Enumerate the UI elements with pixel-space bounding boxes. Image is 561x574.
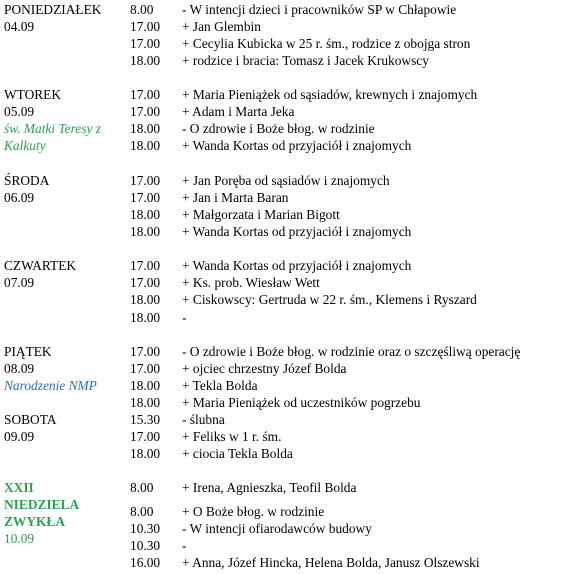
day-date: 05.09 <box>4 104 35 119</box>
feast-name: św. Matki Teresy z Kalkuty <box>4 121 101 153</box>
mass-time: 8.00 <box>130 480 154 495</box>
mass-time: 18.00 <box>130 207 161 222</box>
mass-time: 17.00 <box>130 36 161 51</box>
mass-intention: + Maria Pieniążek od uczestników pogrzebu <box>182 395 421 410</box>
mass-intention: + Wanda Kortas od przyjaciół i znajomych <box>182 258 412 273</box>
mass-time: 17.00 <box>130 344 161 359</box>
mass-time: 18.00 <box>130 378 161 393</box>
day-name: ŚRODA <box>4 173 50 188</box>
mass-intention: + Anna, Józef Hincka, Helena Bolda, Janusz Olszewski <box>182 555 480 570</box>
mass-time: 18.00 <box>130 224 161 239</box>
day-name: NIEDZIELA <box>4 497 80 512</box>
day-date: 06.09 <box>4 190 35 205</box>
mass-time: 18.00 <box>130 446 161 461</box>
day-name: CZWARTEK <box>4 258 77 273</box>
mass-time: 18.00 <box>130 121 161 136</box>
mass-time: 18.00 <box>130 138 161 153</box>
mass-time: 17.00 <box>130 190 161 205</box>
mass-intention: - W intencji ofiarodawców budowy <box>182 521 372 536</box>
mass-intention: + Wanda Kortas od przyjaciół i znajomych <box>182 224 412 239</box>
mass-intention: + Wanda Kortas od przyjaciół i znajomych <box>182 138 412 153</box>
mass-intention: + ciocia Tekla Bolda <box>182 446 293 461</box>
mass-intention: + Irena, Agnieszka, Teofil Bolda <box>182 480 357 495</box>
mass-time: 18.00 <box>130 310 161 325</box>
day-date: 09.09 <box>4 429 35 444</box>
mass-time: 18.00 <box>130 395 161 410</box>
mass-intention: - <box>182 538 187 553</box>
mass-time: 8.00 <box>130 2 154 17</box>
mass-intention: + Ks. prob. Wiesław Wett <box>182 275 320 290</box>
mass-intention: + Ciskowscy: Gertruda w 22 r. śm., Klemens i Ryszard <box>182 292 477 307</box>
mass-time: 18.00 <box>130 53 161 68</box>
mass-time: 17.00 <box>130 275 161 290</box>
day-date: 10.09 <box>4 531 35 546</box>
day-date: 08.09 <box>4 361 35 376</box>
mass-time: 17.00 <box>130 361 161 376</box>
mass-time: 10.30 <box>130 521 161 536</box>
mass-intention: + rodzice i bracia: Tomasz i Jacek Krukowscy <box>182 53 429 68</box>
mass-intention: + Cecylia Kubicka w 25 r. śm., rodzice z obojga stron <box>182 36 471 51</box>
mass-time: 10.30 <box>130 538 161 553</box>
mass-intention: + Jan Glembin <box>182 19 261 34</box>
day-name: SOBOTA <box>4 412 57 427</box>
mass-intention: - O zdrowie i Boże błog. w rodzinie <box>182 121 375 136</box>
mass-intention: + Feliks w 1 r. śm. <box>182 429 282 444</box>
mass-time: 17.00 <box>130 19 161 34</box>
mass-intention: - ślubna <box>182 412 225 427</box>
mass-intention: - O zdrowie i Boże błog. w rodzinie oraz o szczęśliwą operację <box>182 344 521 359</box>
mass-intention: + O Boże błog. w rodzinie <box>182 504 325 519</box>
mass-intention: + Jan Poręba od sąsiadów i znajomych <box>182 173 390 188</box>
day-name: PIĄTEK <box>4 344 52 359</box>
mass-intention: + Maria Pieniążek od sąsiadów, krewnych i znajomych <box>182 87 478 102</box>
mass-time: 15.30 <box>130 412 161 427</box>
mass-intention: - W intencji dzieci i pracowników SP w Chłapowie <box>182 2 457 17</box>
mass-time: 17.00 <box>130 429 161 444</box>
mass-time: 17.00 <box>130 258 161 273</box>
mass-time: 17.00 <box>130 173 161 188</box>
day-name: PONIEDZIAŁEK <box>4 2 102 17</box>
mass-intention: + Adam i Marta Jeka <box>182 104 295 119</box>
day-name: ZWYKŁA <box>4 514 66 529</box>
mass-time: 16.00 <box>130 555 161 570</box>
day-date: 07.09 <box>4 275 35 290</box>
day-date: 04.09 <box>4 19 35 34</box>
mass-intention: + Tekla Bolda <box>182 378 258 393</box>
mass-intention: - <box>182 310 187 325</box>
feast-name: Narodzenie NMP <box>4 378 97 393</box>
mass-intention: + Małgorzata i Marian Bigott <box>182 207 340 222</box>
mass-intention: + ojciec chrzestny Józef Bolda <box>182 361 347 376</box>
day-name: XXII <box>4 480 34 495</box>
mass-intention: + Jan i Marta Baran <box>182 190 289 205</box>
mass-time: 17.00 <box>130 104 161 119</box>
mass-time: 17.00 <box>130 87 161 102</box>
mass-time: 8.00 <box>130 504 154 519</box>
mass-time: 18.00 <box>130 292 161 307</box>
day-name: WTOREK <box>4 87 62 102</box>
